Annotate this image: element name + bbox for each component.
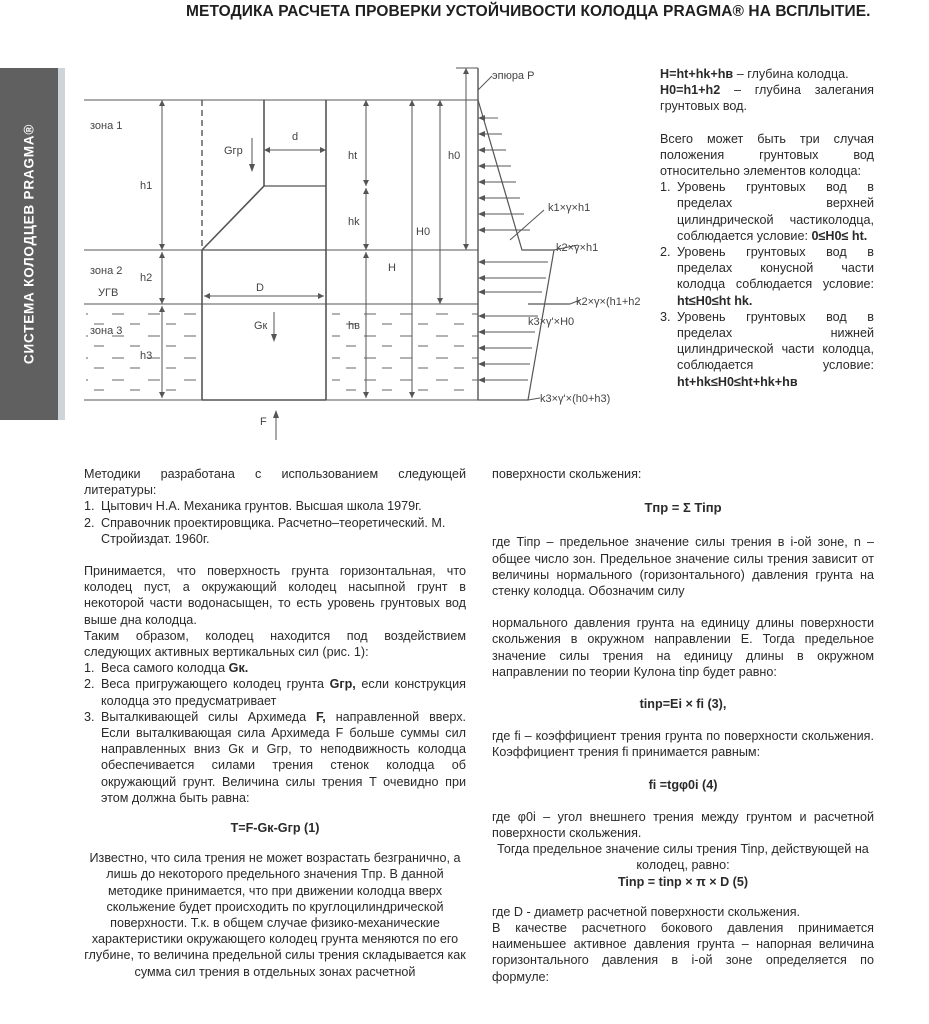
h0-label: h0 [448,150,461,162]
paragraph-friction-angle: где φ0i – угол внешнего трения между грунтом и расчетной поверхности скольжения. [492,809,874,841]
literature-intro: Методики разработана с использованием следующей литературы: [84,467,466,498]
left-column [84,466,466,980]
case-item: 2. Уровень грунтовых вод в пределах конусной части колодца соблюдается условие: ht≤H0≤ht hk. [660,245,874,308]
forces-list [84,660,466,806]
zone-3-label: зона 3 [90,325,123,337]
formula-3: tinp=Ei × fi (3), [639,697,727,712]
Ggr-label: Gгр [224,145,243,157]
Gk-label: Gк [254,320,268,332]
D-label: D [256,282,264,294]
pressure-3-label: k2×γ×(h1+h2 [576,296,641,308]
force-item: 3. Выталкивающей силы Архимеда F, направленной вверх. Если выталкивающая сила Архимеда F больше суммы сил направленных вниз Gк и Gгр, то неподвижность колодца обеспечивается силами трения стенок колодца об окружающий грунт. Величина силы трения T очевидно при этом должна быть равна: [84,709,467,805]
F-label: F [260,416,267,428]
page-title: МЕТОДИКА РАСЧЕТА ПРОВЕРКИ УСТОЙЧИВОСТИ КОЛОДЦА PRAGMA® НА ВСПЛЫТИЕ. [186,3,871,20]
paragraph-forces-intro: Таким образом, колодец находится под воздействием следующих активных вертикальных сил (рис. 1): [84,628,466,660]
zone-1-label: зона 1 [90,120,123,132]
formula-1: T=F-Gк-Gгр (1) [230,821,320,836]
zone-2-label: зона 2 [90,265,123,277]
pressure-5-label: k3×γ'×(h0+h3) [540,393,611,405]
paragraph-surface: поверхности скольжения: [492,467,642,481]
case-item: 1. Уровень грунтовых вод в пределах верхней цилиндрической частиколодца, соблюдается условие: 0≤H0≤ ht. [660,180,874,243]
sidebar-label: СИСТЕМА КОЛОДЦЕВ PRAGMA® [21,123,37,365]
cases-list [660,179,874,390]
force-item: 1. Веса самого колодца Gк. [84,661,249,676]
literature-item: 2. Справочник проектировщика. Расчетно–теоретический. М. Стройиздат. 1960г. [84,515,446,546]
def-H: H=ht+hk+hв – глубина колодца. [660,67,849,81]
formula-4: fi =tgφ0i (4) [648,777,718,792]
case-item: 3. Уровень грунтовых вод в пределах нижней цилиндрической части колодца, соблюдается условие: ht+hk≤H0≤ht+hk+hв [660,309,874,389]
paragraph-diameter: где D - диаметр расчетной поверхности скольжения. [492,904,801,919]
paragraph-friction-coef: где fi – коэффициент трения грунта по поверхности скольжения. Коэффициент трения fi принимается равным: [492,729,874,760]
paragraph-lateral-pressure: В качестве расчетного бокового давления принимается наименьшее активное давления грунта – напорная величина горизонтального давления в i-ой зоне определяется по формуле: [492,921,874,984]
paragraph-normal-pressure: нормального давления грунта на единицу длины поверхности скольжения в окружном направлении E. Тогда предельное значение силы трения на единицу длины в окружном направлении по теории Кулона tinp будет равно: [492,616,874,679]
paragraph-assumption: Принимается, что поверхность грунта горизонтальная, что колодец пуст, а окружающий колодец насыпной грунт в некоторой части водонасыщен, то есть уровень грунтовых вод выше дна колодца. [84,564,466,627]
epure-label: эпюра P [492,70,535,82]
paragraph-limit-force: Тогда предельное значение силы трения Tinp, действующей на колодец, равно: [497,842,869,873]
def-H0: H0=h1+h2 – глубина залегания грунтовых вод. [660,83,875,114]
d-label: d [292,131,299,143]
right-column [492,466,874,985]
h2-label: h2 [140,272,153,284]
definitions-block [660,66,874,390]
H0-label: H0 [416,226,431,238]
pressure-1-label: k1×γ×h1 [548,202,591,214]
ht-label: ht [348,150,358,162]
literature-list [84,498,466,547]
ugv-label: УГВ [98,287,119,299]
pressure-2-label: k2×γ×h1 [556,242,599,254]
hk-label: hk [348,216,360,228]
formula-2: Tпр = Σ Tiпр [644,500,722,516]
paragraph-zone-friction: где Tiпр – предельное значение силы трения в i-ой зоне, n – общее число зон. Предельное значение силы трения зависит от величины нормального (горизонтального) давления грунта на стенку колодца. Обозначим силу [492,535,874,599]
literature-item: 1. Цытович Н.А. Механика грунтов. Высшая школа 1979г. [84,499,422,514]
paragraph-friction-limit: Известно, что сила трения не может возрастать безгранично, а лишь до некоторого предельного значения Tпр. В данной методике принимается, что при движении колодца вверх скольжение будет происходить по круглоцилиндрической поверхности. Т.к. в общем случае физико-механические характеристики окружающего колодец грунта меняются по его глубине, то величина предельной силы трения складывается как сумма сил трения в отдельных зонах расчетной [84,851,466,979]
force-item: 2. Веса пригружающего колодец грунта Gгр, если конструкция колодца это предусматривает [84,677,466,708]
pressure-4-label: k3×γ'×H0 [528,316,575,328]
h1-label: h1 [140,180,153,192]
formula-5: Tinp = tinp × π × D (5) [617,874,749,889]
cases-intro: Всего может быть три случая положения грунтовых вод относительно элементов колодца: [660,131,874,179]
H-label: H [388,262,396,274]
h3-label: h3 [140,350,153,362]
hv-label: hв [348,320,360,332]
